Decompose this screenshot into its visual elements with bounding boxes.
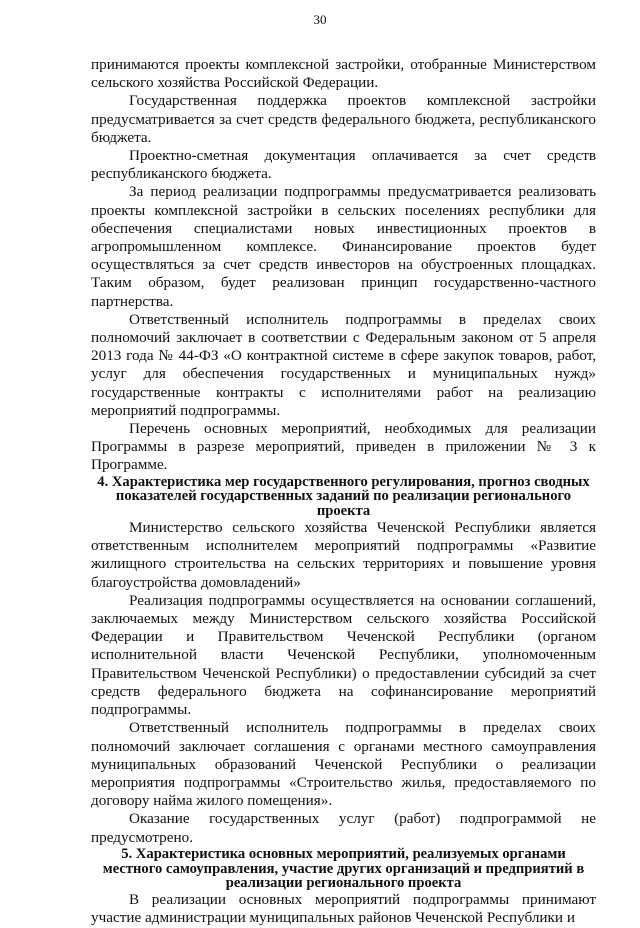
paragraph: Министерство сельского хозяйства Чеченской Республики является ответственным исполнителем мероприятий подпрограммы «Развитие жилищного строительства на сельских территориях и повышение уровня благоустройства домовладений» [91, 519, 596, 591]
page-number: 30 [313, 12, 327, 27]
paragraph: Реализация подпрограммы осуществляется на основании соглашений, заключаемых между Министерством сельского хозяйства Российской Федерации и Правительством Чеченской Республики (органом исполнительной власти Чеченской Республики, уполномоченным Правительством Чеченской Республики) о предоставлении субсидий за счет средств федерального бюджета на софинансирование мероприятий подпрограммы. [91, 591, 596, 719]
section-heading: 4. Характеристика мер государственного регулирования, прогноз сводных показателей государственных заданий по реализации регионального проекта [97, 473, 590, 520]
paragraph: Государственная поддержка проектов комплексной застройки предусматривается за счет средств федерального бюджета, республиканского бюджета. [91, 92, 596, 146]
paragraph: Ответственный исполнитель подпрограммы в пределах своих полномочий заключает соглашения с органами местного самоуправления муниципальных образований Чеченской Республики о реализации мероприятия подпрограммы «Строительство жилья, предоставляемого по договору найма жилого помещения». [91, 719, 596, 810]
paragraph: принимаются проекты комплексной застройки, отобранные Министерством сельского хозяйства Российской Федерации. [91, 56, 596, 92]
paragraph: За период реализации подпрограммы предусматривается реализовать проекты комплексной застройки в сельских поселениях республики для обеспечения специалистами новых инвестиционных проектов в агропромышленном комплексе. Финансирование проектов будет осуществляться за счет средств инвесторов на обустроенных площадках. Таким образом, будет реализован принцип государственно-частного партнерства. [91, 183, 596, 310]
document-body [91, 56, 596, 928]
paragraph: Перечень основных мероприятий, необходимых для реализации Программы в разрезе мероприятий, приведен в приложении № 3 к Программе. [91, 420, 596, 474]
paragraph: Проектно-сметная документация оплачивается за счет средств республиканского бюджета. [91, 147, 596, 183]
paragraph: Оказание государственных услуг (работ) подпрограммой не предусмотрено. [91, 810, 596, 846]
paragraph: Ответственный исполнитель подпрограммы в пределах своих полномочий заключает в соответствии с Федеральным законом от 5 апреля 2013 года № 44-ФЗ «О контрактной системе в сфере закупок товаров, работ, услуг для обеспечения государственных и муниципальных нужд» государственные контракты с исполнителями работ на реализацию мероприятий подпрограммы. [91, 310, 596, 419]
paragraph: В реализации основных мероприятий подпрограммы принимают участие администрации муниципальных районов Чеченской Республики и [91, 891, 596, 927]
section-heading: 5. Характеристика основных мероприятий, реализуемых органами местного самоуправления, участие других организаций и предприятий в реализации регионального проекта [102, 845, 585, 892]
